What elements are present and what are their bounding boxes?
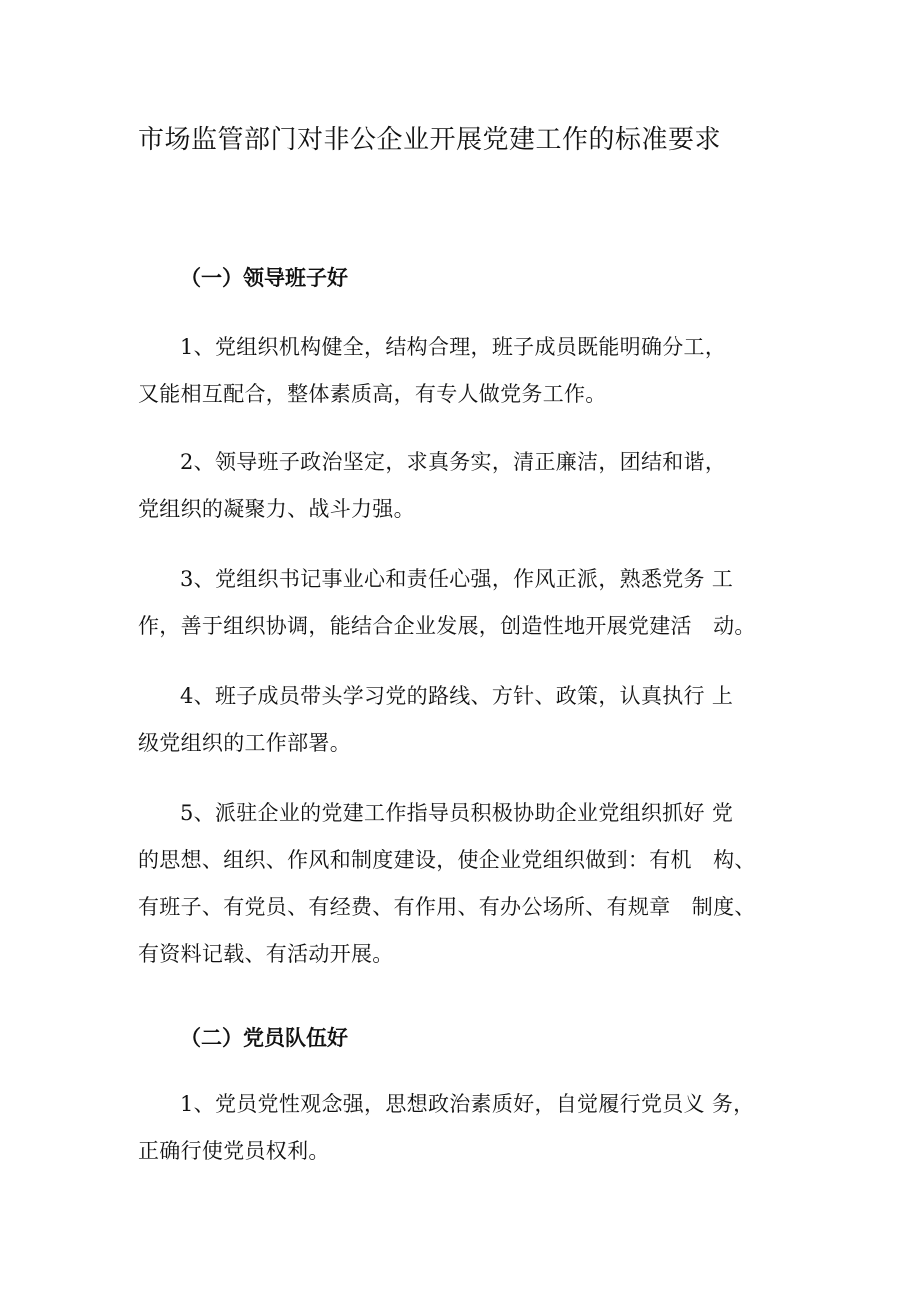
paragraph-line: 作，善于组织协调，能结合企业发展，创造性地开展党建活 动。	[138, 614, 756, 638]
paragraph-line: 的思想、组织、作风和制度建设，使企业党组织做到：有机 构、	[138, 848, 756, 872]
paragraph-line: 又能相互配合，整体素质高，有专人做党务工作。	[138, 382, 607, 406]
paragraph-line: 3、党组织书记事业心和责任心强，作风正派，熟悉党务 工	[180, 567, 734, 591]
paragraph-line: 级党组织的工作部署。	[138, 731, 351, 755]
paragraph-line: 有资料记载、有活动开展。	[138, 942, 394, 966]
paragraph-line: 党组织的凝聚力、战斗力强。	[138, 497, 415, 521]
section-heading-2: （二）党员队伍好	[180, 1026, 348, 1050]
paragraph-line: 2、领导班子政治坚定，求真务实，清正廉洁，团结和谐，	[180, 450, 727, 474]
paragraph-line: 正确行使党员权利。	[138, 1139, 330, 1163]
paragraph-line: 有班子、有党员、有经费、有作用、有办公场所、有规章 制度、	[138, 895, 756, 919]
paragraph-line: 1、党组织机构健全，结构合理，班子成员既能明确分工，	[180, 335, 727, 359]
section-heading-1: （一）领导班子好	[180, 266, 348, 290]
paragraph-line: 5、派驻企业的党建工作指导员积极协助企业党组织抓好 党	[180, 801, 734, 825]
document-title: 市场监管部门对非公企业开展党建工作的标准要求	[138, 125, 722, 155]
paragraph-line: 1、党员党性观念强，思想政治素质好，自觉履行党员义 务，	[180, 1092, 755, 1116]
paragraph-line: 4、班子成员带头学习党的路线、方针、政策，认真执行 上	[180, 684, 734, 708]
